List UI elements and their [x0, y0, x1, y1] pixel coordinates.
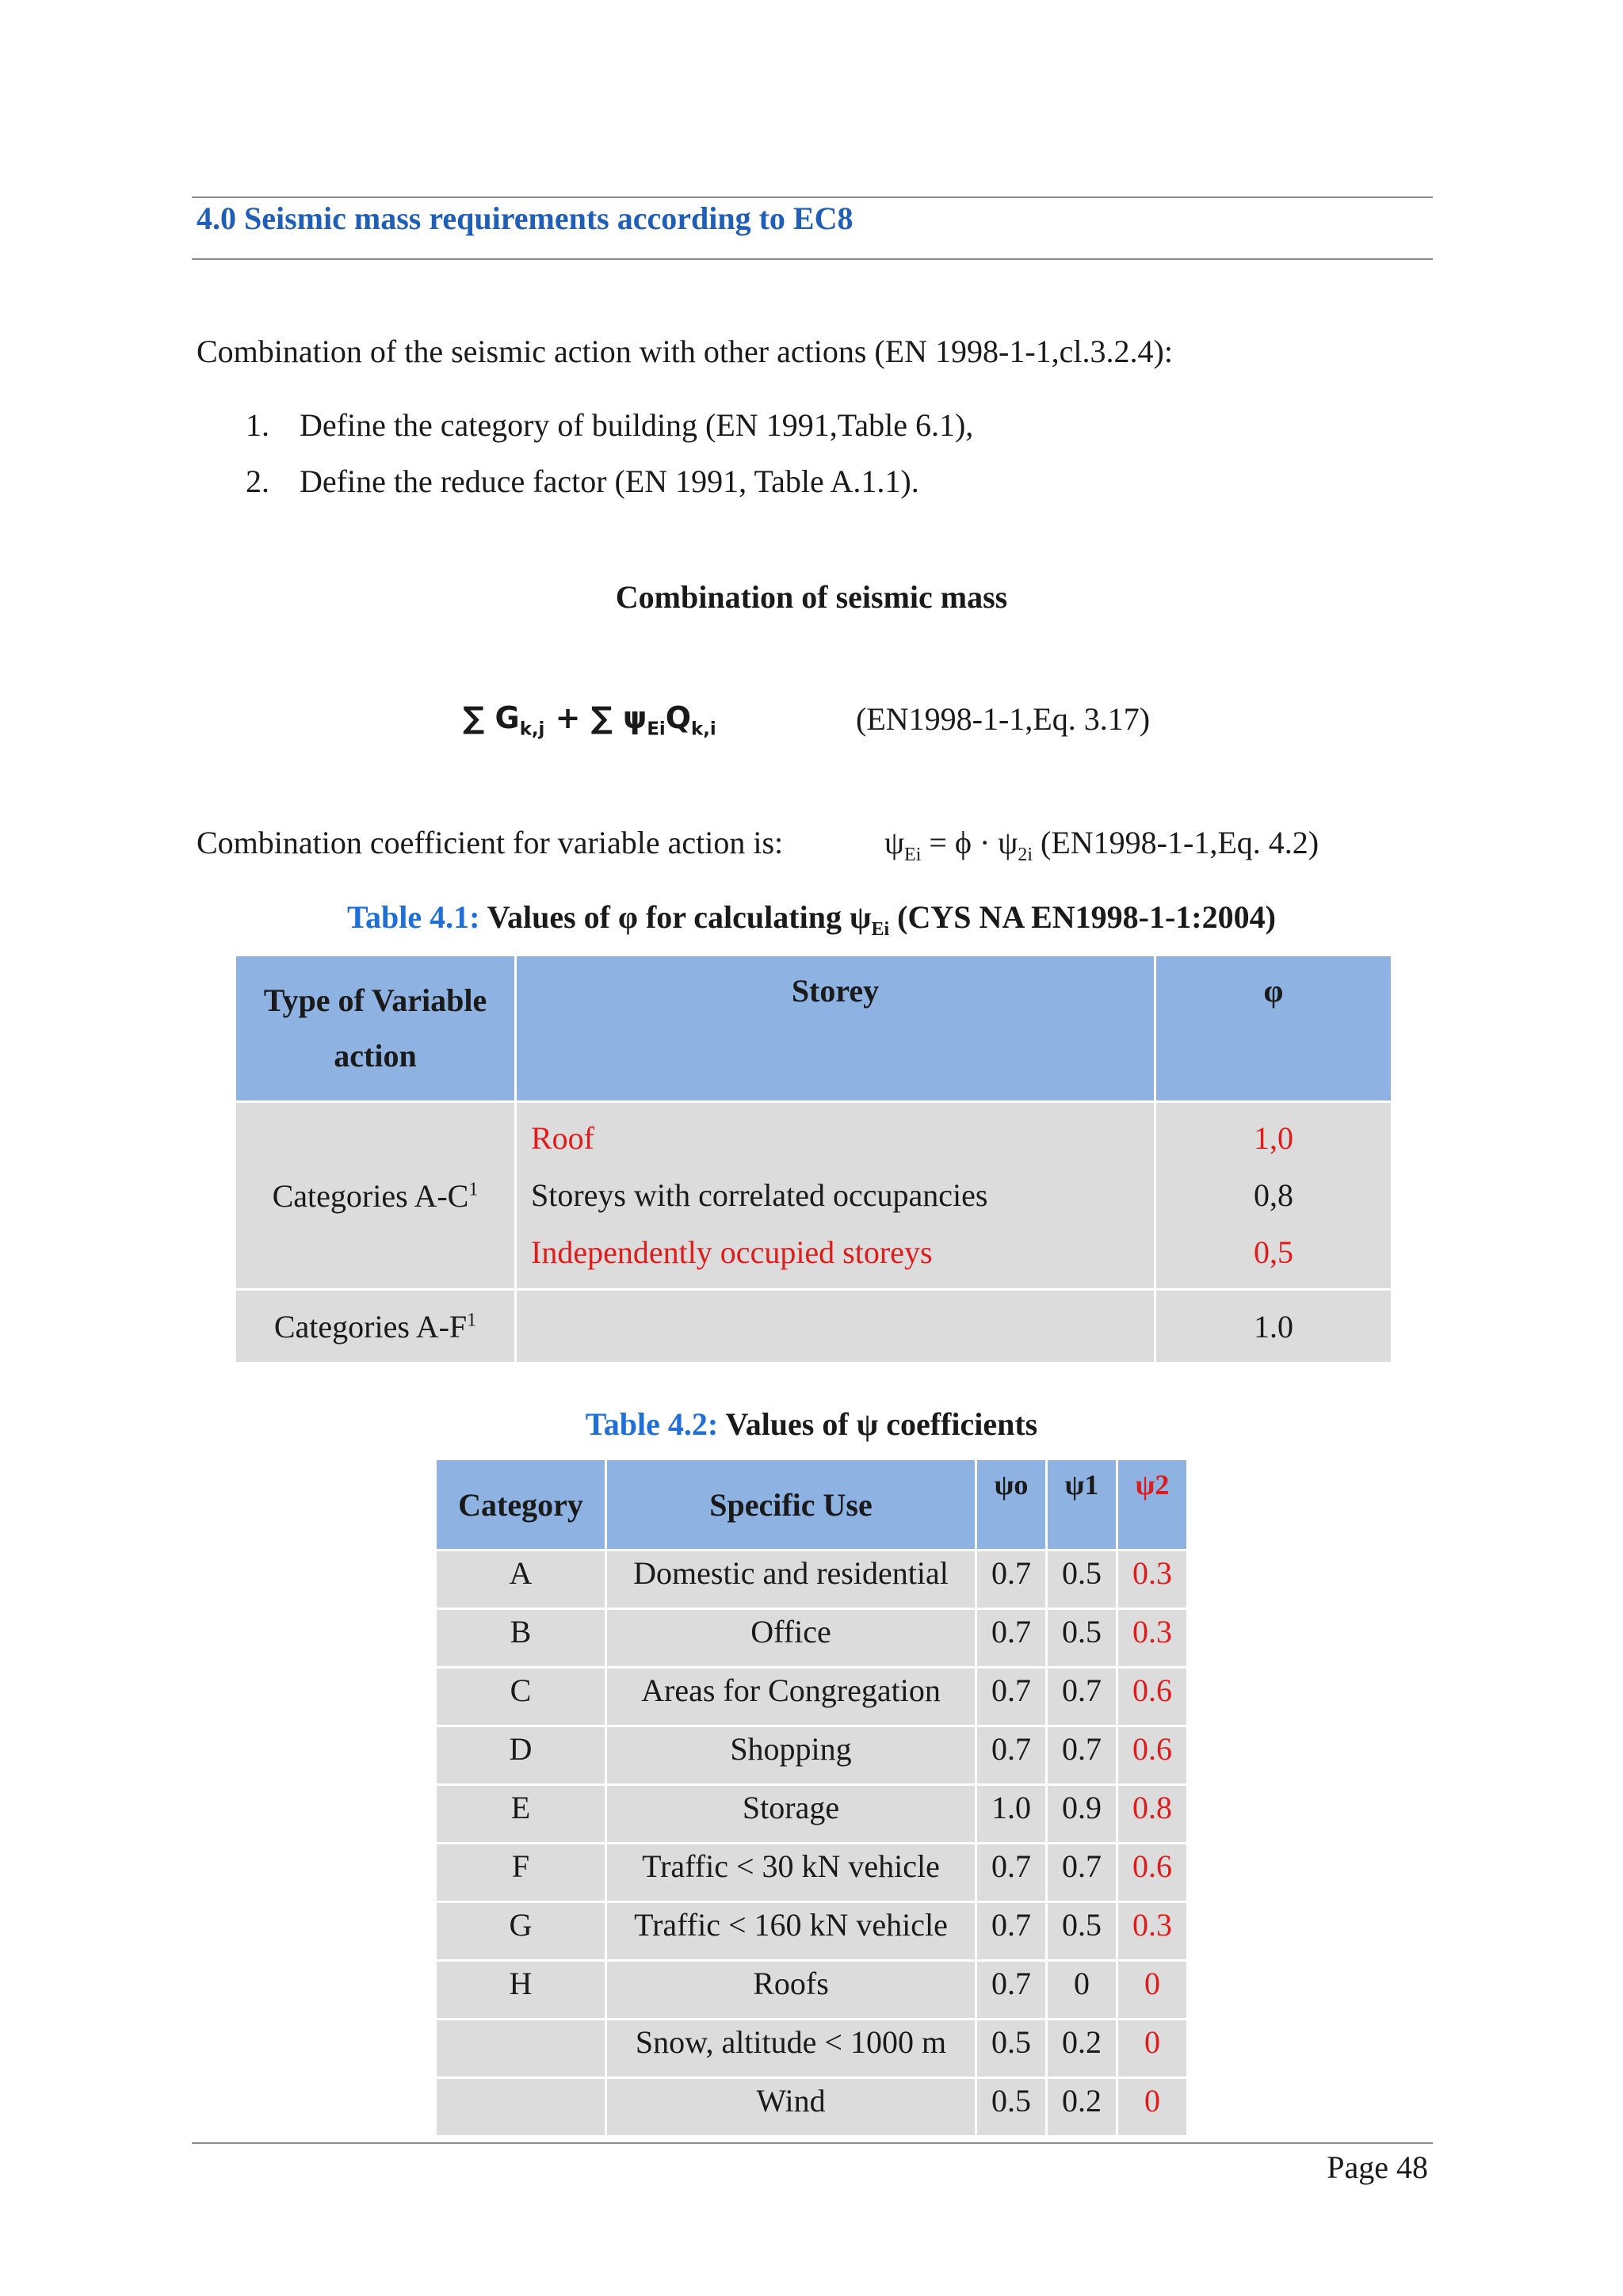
table-header-row: [235, 955, 1392, 1102]
heading-underline: [192, 258, 1433, 260]
category-cell: H: [436, 1961, 606, 2019]
table1-caption: Table 4.1: Values of φ for calculating $\psi_{Ei}$ (CYS NA EN1998-1-1:2004): [347, 899, 1276, 940]
table-header-row: [436, 1459, 1188, 1550]
header-type-of-variable-action: Type of Variable action: [235, 955, 516, 1102]
table-4-2: [434, 1458, 1189, 2138]
header-psi-2: ψ2: [1117, 1459, 1188, 1550]
seismic-mass-equation: ∑ $G_{k,j}$ + ∑ $\psi_{Ei}Q_{k,i}$: [463, 700, 716, 740]
coefficient-equation: $\psi_{Ei} = \phi \cdot \psi_{2i}$ (EN1998-1-1,Eq. 4.2): [884, 825, 1319, 865]
intro-paragraph: Combination of the seismic action with other actions (EN 1998-1-1,cl.3.2.4):: [197, 334, 1173, 369]
psi-0-cell: 0.7: [976, 1844, 1047, 1902]
psi-1-cell: 0.7: [1047, 1844, 1117, 1902]
table-row: [436, 1726, 1188, 1785]
psi-0-cell: 0.7: [976, 1902, 1047, 1961]
psi-1-cell: 0.5: [1047, 1550, 1117, 1609]
table-row: [436, 1902, 1188, 1961]
row-storey-cell: [516, 1102, 1155, 1290]
combination-title: Combination of seismic mass: [615, 579, 1008, 615]
psi-0-cell: 0.7: [976, 1609, 1047, 1668]
row-type-cell: Categories $A-C^1$: [235, 1102, 516, 1290]
row-type-cell: Categories $A-F^1$: [235, 1290, 516, 1363]
list-number: 1.: [246, 407, 269, 443]
psi-2-cell: 0.6: [1117, 1726, 1188, 1785]
psi-0-cell: 0.5: [976, 2078, 1047, 2137]
psi-2-cell: 0.3: [1117, 1902, 1188, 1961]
specific-use-cell: Traffic < 160 kN vehicle: [606, 1902, 976, 1961]
row-storey-cell: [516, 1290, 1155, 1363]
specific-use-cell: Roofs: [606, 1961, 976, 2019]
psi-1-cell: 0.7: [1047, 1668, 1117, 1726]
header-category: Category: [436, 1459, 606, 1550]
category-cell: A: [436, 1550, 606, 1609]
header-psi-1: ψ1: [1047, 1459, 1117, 1550]
psi-2-cell: 0.6: [1117, 1668, 1188, 1726]
table-row: [436, 1785, 1188, 1844]
psi-0-cell: 1.0: [976, 1785, 1047, 1844]
header-storey: Storey: [516, 955, 1155, 1102]
section-heading: 4.0 Seismic mass requirements according to EC8: [197, 200, 854, 236]
coefficient-label: Combination coefficient for variable action is:: [197, 825, 784, 860]
psi-2-cell: 0.6: [1117, 1844, 1188, 1902]
equation-reference: (EN1998-1-1,Eq. 3.17): [856, 701, 1151, 737]
phi-roof: 1,0: [1254, 1120, 1293, 1156]
specific-use-cell: Areas for Congregation: [606, 1668, 976, 1726]
psi-2-cell: 0.8: [1117, 1785, 1188, 1844]
psi-0-cell: 0.7: [976, 1668, 1047, 1726]
table-4-1: [234, 954, 1393, 1364]
row-phi-cell: 1.0: [1155, 1290, 1392, 1363]
list-text: Define the reduce factor (EN 1991, Table A.1.1).: [300, 463, 919, 499]
storey-roof: Roof: [531, 1120, 594, 1156]
list-text: Define the category of building (EN 1991,Table 6.1),: [300, 407, 974, 443]
top-rule: [192, 196, 1433, 198]
category-cell: E: [436, 1785, 606, 1844]
header-specific-use: Specific Use: [606, 1459, 976, 1550]
header-psi-0: ψo: [976, 1459, 1047, 1550]
table-row: [436, 2078, 1188, 2137]
table-row: [436, 1844, 1188, 1902]
psi-1-cell: 0.9: [1047, 1785, 1117, 1844]
category-cell: B: [436, 1609, 606, 1668]
category-cell: G: [436, 1902, 606, 1961]
list-item: [246, 406, 973, 444]
psi-1-cell: 0.2: [1047, 2019, 1117, 2078]
phi-correlated: 0,8: [1254, 1177, 1293, 1213]
specific-use-cell: Storage: [606, 1785, 976, 1844]
table-row: [235, 1102, 1392, 1290]
table-row: [235, 1290, 1392, 1363]
table-row: [436, 1961, 1188, 2019]
category-cell: F: [436, 1844, 606, 1902]
psi-1-cell: 0.7: [1047, 1726, 1117, 1785]
list-item: [246, 463, 919, 500]
category-cell: [436, 2078, 606, 2137]
specific-use-cell: Wind: [606, 2078, 976, 2137]
footer-rule: [192, 2142, 1433, 2144]
list-number: 2.: [246, 463, 269, 499]
storey-correlated: Storeys with correlated occupancies: [531, 1177, 988, 1213]
psi-2-cell: 0.3: [1117, 1609, 1188, 1668]
table-row: [436, 2019, 1188, 2078]
psi-0-cell: 0.5: [976, 2019, 1047, 2078]
psi-2-cell: 0: [1117, 2078, 1188, 2137]
phi-independent: 0,5: [1254, 1234, 1293, 1270]
psi-1-cell: 0.2: [1047, 2078, 1117, 2137]
table-row: [436, 1668, 1188, 1726]
psi-2-cell: 0.3: [1117, 1550, 1188, 1609]
specific-use-cell: Snow, altitude < 1000 m: [606, 2019, 976, 2078]
psi-0-cell: 0.7: [976, 1961, 1047, 2019]
psi-0-cell: 0.7: [976, 1726, 1047, 1785]
storey-independent: Independently occupied storeys: [531, 1234, 933, 1270]
specific-use-cell: Traffic < 30 kN vehicle: [606, 1844, 976, 1902]
psi-1-cell: 0: [1047, 1961, 1117, 2019]
psi-2-cell: 0: [1117, 1961, 1188, 2019]
row-phi-cell: [1155, 1102, 1392, 1290]
table-row: [436, 1609, 1188, 1668]
page-number: Page 48: [1327, 2149, 1428, 2185]
category-cell: C: [436, 1668, 606, 1726]
specific-use-cell: Shopping: [606, 1726, 976, 1785]
header-phi: φ: [1155, 955, 1392, 1102]
specific-use-cell: Domestic and residential: [606, 1550, 976, 1609]
psi-0-cell: 0.7: [976, 1550, 1047, 1609]
table-row: [436, 1550, 1188, 1609]
psi-1-cell: 0.5: [1047, 1902, 1117, 1961]
category-cell: D: [436, 1726, 606, 1785]
psi-2-cell: 0: [1117, 2019, 1188, 2078]
table2-caption: Table 4.2: Values of ψ coefficients: [585, 1406, 1038, 1442]
psi-1-cell: 0.5: [1047, 1609, 1117, 1668]
specific-use-cell: Office: [606, 1609, 976, 1668]
category-cell: [436, 2019, 606, 2078]
